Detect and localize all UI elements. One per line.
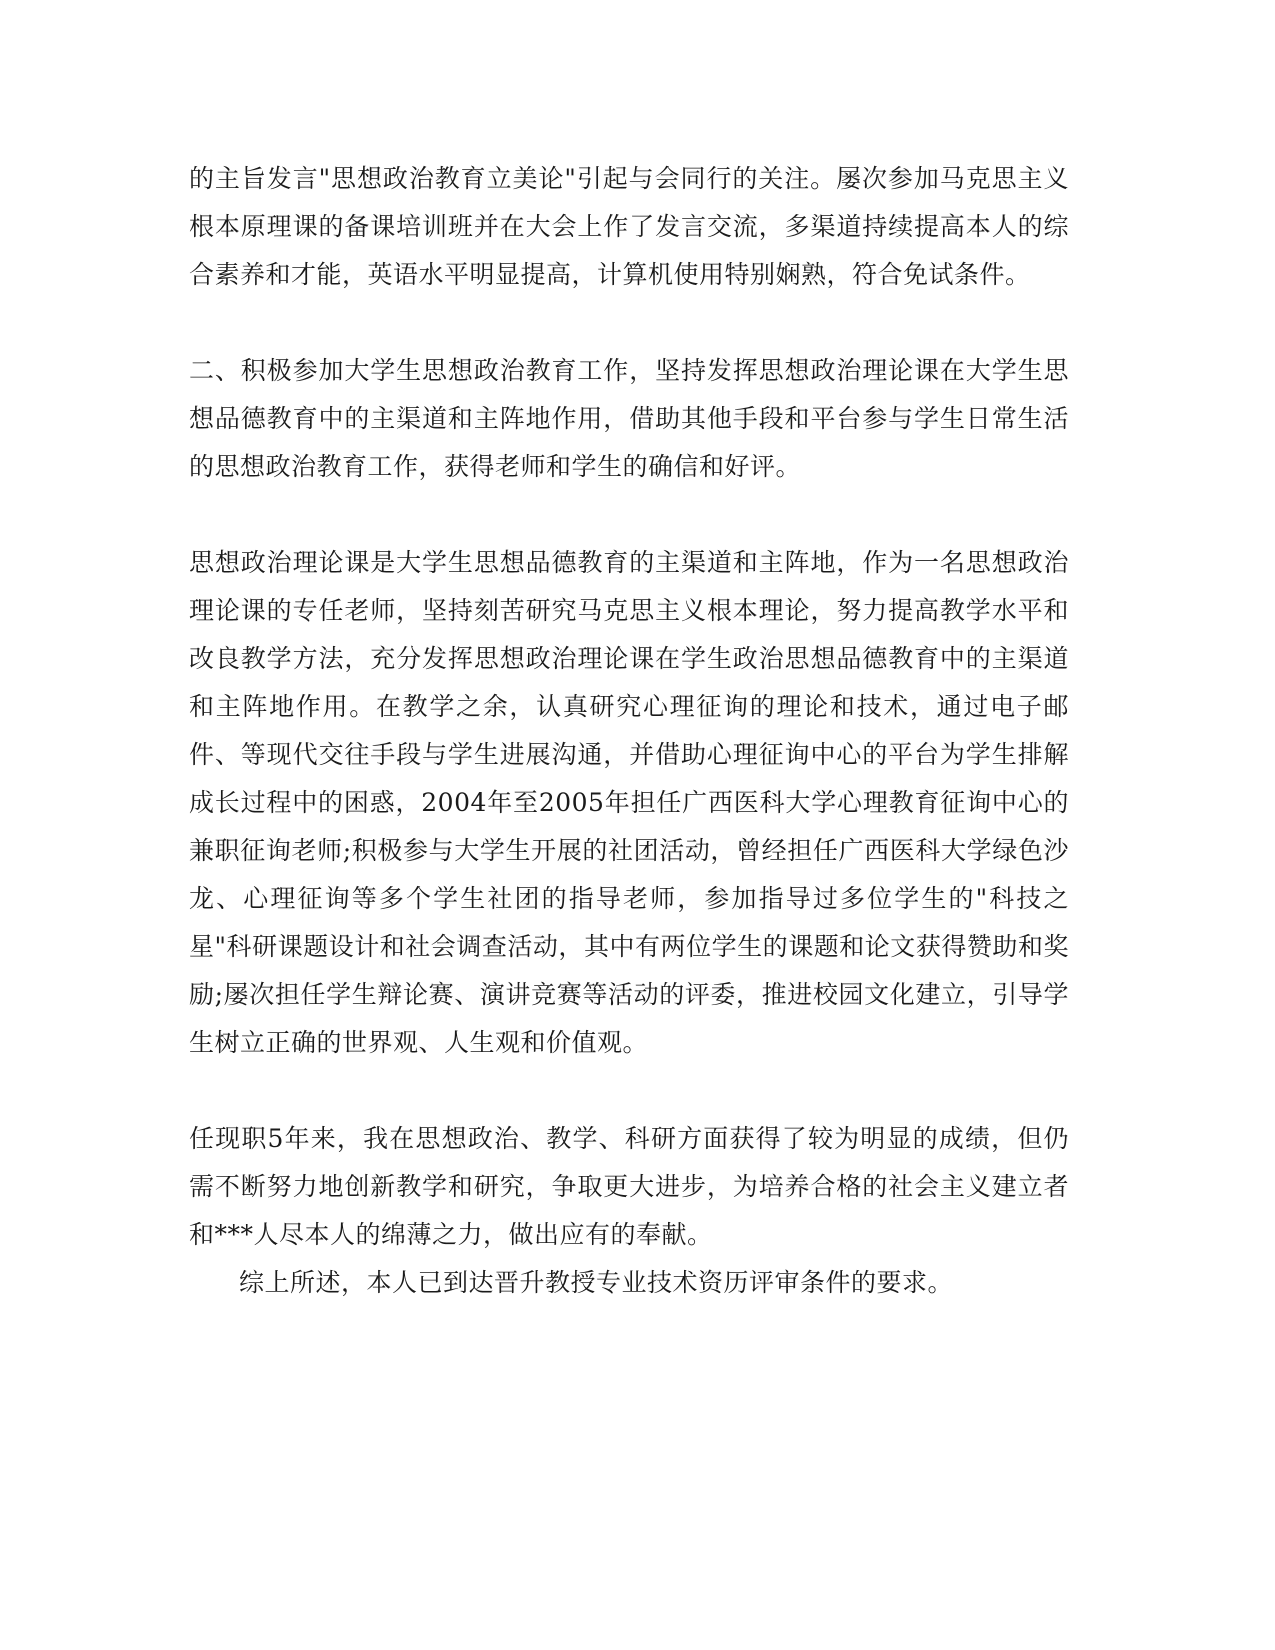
paragraph-3: 思想政治理论课是大学生思想品德教育的主渠道和主阵地，作为一名思想政治理论课的专任老师，坚持刻苦研究马克思主义根本理论，努力提高教学水平和改良教学方法，充分发挥思想政治理论课在学生政治思想品德教育中的主渠道和主阵地作用。在教学之余，认真研究心理征询的理论和技术，通过电子邮件、等现代交往手段与学生进展沟通，并借助心理征询中心的平台为学生排解成长过程中的困惑，2004年至2005年担任广西医科大学心理教育征询中心的兼职征询老师;积极参与大学生开展的社团活动，曾经担任广西医科大学绿色沙龙、心理征询等多个学生社团的指导老师，参加指导过多位学生的"科技之星"科研课题设计和社会调查活动，其中有两位学生的课题和论文获得赞助和奖励;屡次担任学生辩论赛、演讲竞赛等活动的评委，推进校园文化建立，引导学生树立正确的世界观、人生观和价值观。 [189,548,1069,1057]
paragraph-1: 的主旨发言"思想政治教育立美论"引起与会同行的关注。屡次参加马克思主义根本原理课的备课培训班并在大会上作了发言交流，多渠道持续提高本人的综合素养和才能，英语水平明显提高，计算机使用特别娴熟，符合免试条件。 [189,164,1069,289]
document-body [189,155,1069,1307]
paragraph-5: 综上所述，本人已到达晋升教授专业技术资历评审条件的要求。 [239,1268,954,1297]
paragraph-2: 二、积极参加大学生思想政治教育工作，坚持发挥思想政治理论课在大学生思想品德教育中的主渠道和主阵地作用，借助其他手段和平台参与学生日常生活的思想政治教育工作，获得老师和学生的确信和好评。 [189,356,1069,481]
paragraph-4: 任现职5年来，我在思想政治、教学、科研方面获得了较为明显的成绩，但仍需不断努力地创新教学和研究，争取更大进步，为培养合格的社会主义建立者和***人尽本人的绵薄之力，做出应有的奉献。 [189,1124,1069,1249]
